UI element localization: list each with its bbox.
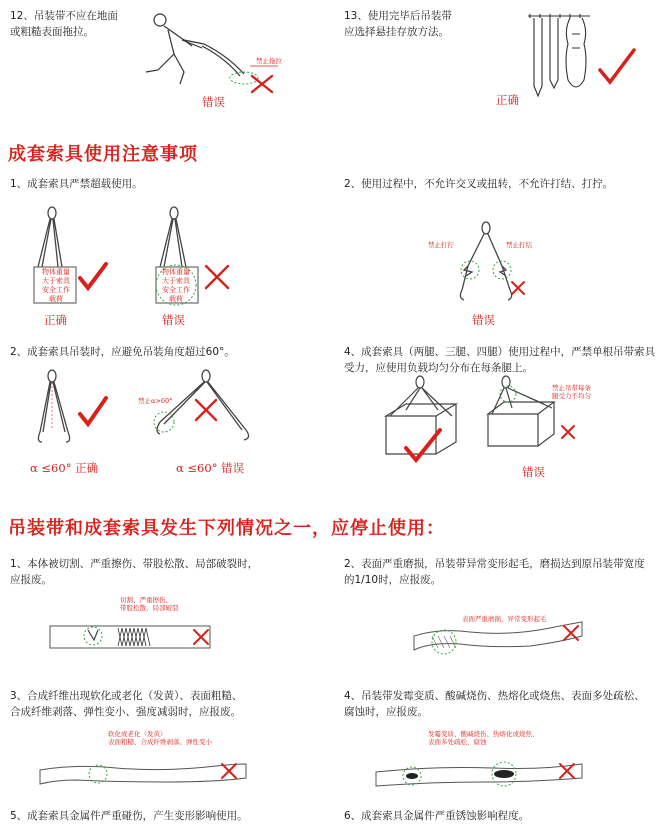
s1-item4-text: [344, 344, 655, 376]
s2-item4-text: [344, 688, 645, 720]
s2-item3-line2: 合成纤维剥落、弹性变小、强度减弱时，应报废。: [10, 706, 241, 718]
drag-person-illustration: [140, 10, 300, 90]
overload-box-text-ok: [36, 268, 76, 304]
box-text-line: 物体重量: [162, 268, 190, 276]
s2-item2-note: 表面严重磨损、异常变形起毛: [462, 615, 547, 623]
s2-item2-text: [344, 556, 645, 588]
s2-item6-text: 6、成套索具金属件严重锈蚀影响程度。: [344, 810, 530, 822]
s1-item2-note-left: 禁止打拧: [428, 241, 454, 249]
s2-item5-text: 5、成套索具金属件严重碰伤，产生变形影响使用。: [10, 810, 248, 822]
s2-item1-note: [120, 596, 179, 612]
item12-label: 错误: [202, 95, 225, 109]
box-text-line: 安全工作: [162, 286, 190, 294]
box-text-line: 大于索具: [162, 277, 190, 285]
s2-item1-note-line: 切割、严重擦伤、: [120, 596, 172, 604]
s1-item2-label: 错误: [472, 313, 495, 327]
s2-item3-line1: 3、合成纤维出现软化或老化（发黄）、表面粗糙、: [10, 690, 243, 702]
s1-item3-text: 2、成套索具吊装时，应避免吊装角度超过60°。: [10, 346, 235, 358]
s1-item4-label: 错误: [522, 465, 545, 479]
item12-note: 禁止拖拉: [256, 57, 282, 65]
cross-icon: [204, 264, 230, 290]
s2-item4-line1: 4、吊装带发霉变质、酸碱烧伤、热熔化或烧焦、表面多处疏松、: [344, 690, 645, 702]
item13-text: [344, 8, 452, 40]
s1-item4-note-line: 禁止吊带每条: [552, 384, 591, 392]
s1-item4-note: [552, 384, 591, 400]
s2-item1-text: [10, 556, 258, 588]
item13-label: 正确: [496, 93, 519, 107]
angle-correct-illustration: [30, 370, 110, 450]
box-text-line: 安全工作: [42, 286, 70, 294]
s2-item2-line2: 的1/10时，应报废。: [344, 574, 442, 586]
s2-item3-text: [10, 688, 242, 720]
s1-item2-note-right: 禁止打结: [506, 241, 532, 249]
aging-damage-strip: [36, 752, 256, 792]
s1-item3-label-bad: α ≤60° 错误: [176, 461, 245, 475]
corrosion-damage-strip: [372, 752, 592, 792]
s2-item1-line2: 应报废。: [10, 574, 52, 586]
box-text-line: 大于索具: [42, 277, 70, 285]
s2-item4-note: [428, 730, 539, 746]
item13-line1: 13、使用完毕后吊装带: [344, 10, 452, 22]
item12-text: [10, 8, 118, 40]
uneven-load-correct-illustration: [376, 376, 466, 466]
box-text-line: 载荷: [49, 295, 63, 303]
s2-item4-note-line: 表面多处疏松、腐蚀: [428, 738, 487, 746]
check-icon: [78, 262, 108, 292]
s1-item2-text: 2、使用过程中，不允许交叉或扭转，不允许打结、打拧。: [344, 178, 614, 190]
angle-wrong-illustration: [144, 370, 254, 450]
s2-item4-note-line: 发霉变质、酸碱烧伤、热熔化或烧焦、: [428, 730, 539, 738]
section2-title: 吊装带和成套索具发生下列情况之一，应停止使用：: [8, 518, 445, 539]
s2-item1-note-line: 带股松散、局部破裂: [120, 604, 179, 612]
s2-item2-line1: 2、表面严重磨损，吊装带异常变形起毛，磨损达到原吊装带宽度: [344, 558, 645, 570]
s2-item3-note-line: 表面粗糙、合成纤维剥落、弹性变小: [108, 738, 212, 746]
s1-item3-label-ok: α ≤60° 正确: [30, 461, 99, 475]
item12-line2: 或粗糙表面拖拉。: [10, 26, 94, 38]
s2-item3-note: [108, 730, 212, 746]
s1-item1-text: 1、成套索具严禁超载使用。: [10, 178, 143, 190]
s2-item3-note-line: 软化或老化（发黄）: [108, 730, 167, 738]
s1-item3-note: 禁止α>60°: [138, 397, 173, 405]
twist-knot-illustration: [444, 220, 534, 310]
s1-item4-note-line: 腿受力不均匀: [552, 392, 591, 400]
overload-box-text-bad: [156, 268, 196, 304]
s2-item4-line2: 腐蚀时，应报废。: [344, 706, 428, 718]
s1-item4-line1: 4、成套索具（两腿、三腿、四腿）使用过程中，严禁单根吊带索具: [344, 346, 656, 358]
s1-item4-line2: 受力，应使用负载均匀分布在每条腿上。: [344, 362, 533, 374]
s1-item1-label-ok: 正确: [44, 313, 67, 327]
hanging-slings-illustration: [520, 10, 650, 106]
box-text-line: 物体重量: [42, 268, 70, 276]
cut-damage-strip: [48, 616, 218, 656]
item13-line2: 应选择悬挂存放方法。: [344, 26, 449, 38]
s1-item1-label-bad: 错误: [162, 313, 185, 327]
section1-title: 成套索具使用注意事项: [8, 144, 198, 165]
s2-item1-line1: 1、本体被切割、严重擦伤、带股松散、局部破裂时，: [10, 558, 259, 570]
item12-line1: 12、吊装带不应在地面: [10, 10, 118, 22]
box-text-line: 载荷: [169, 295, 183, 303]
